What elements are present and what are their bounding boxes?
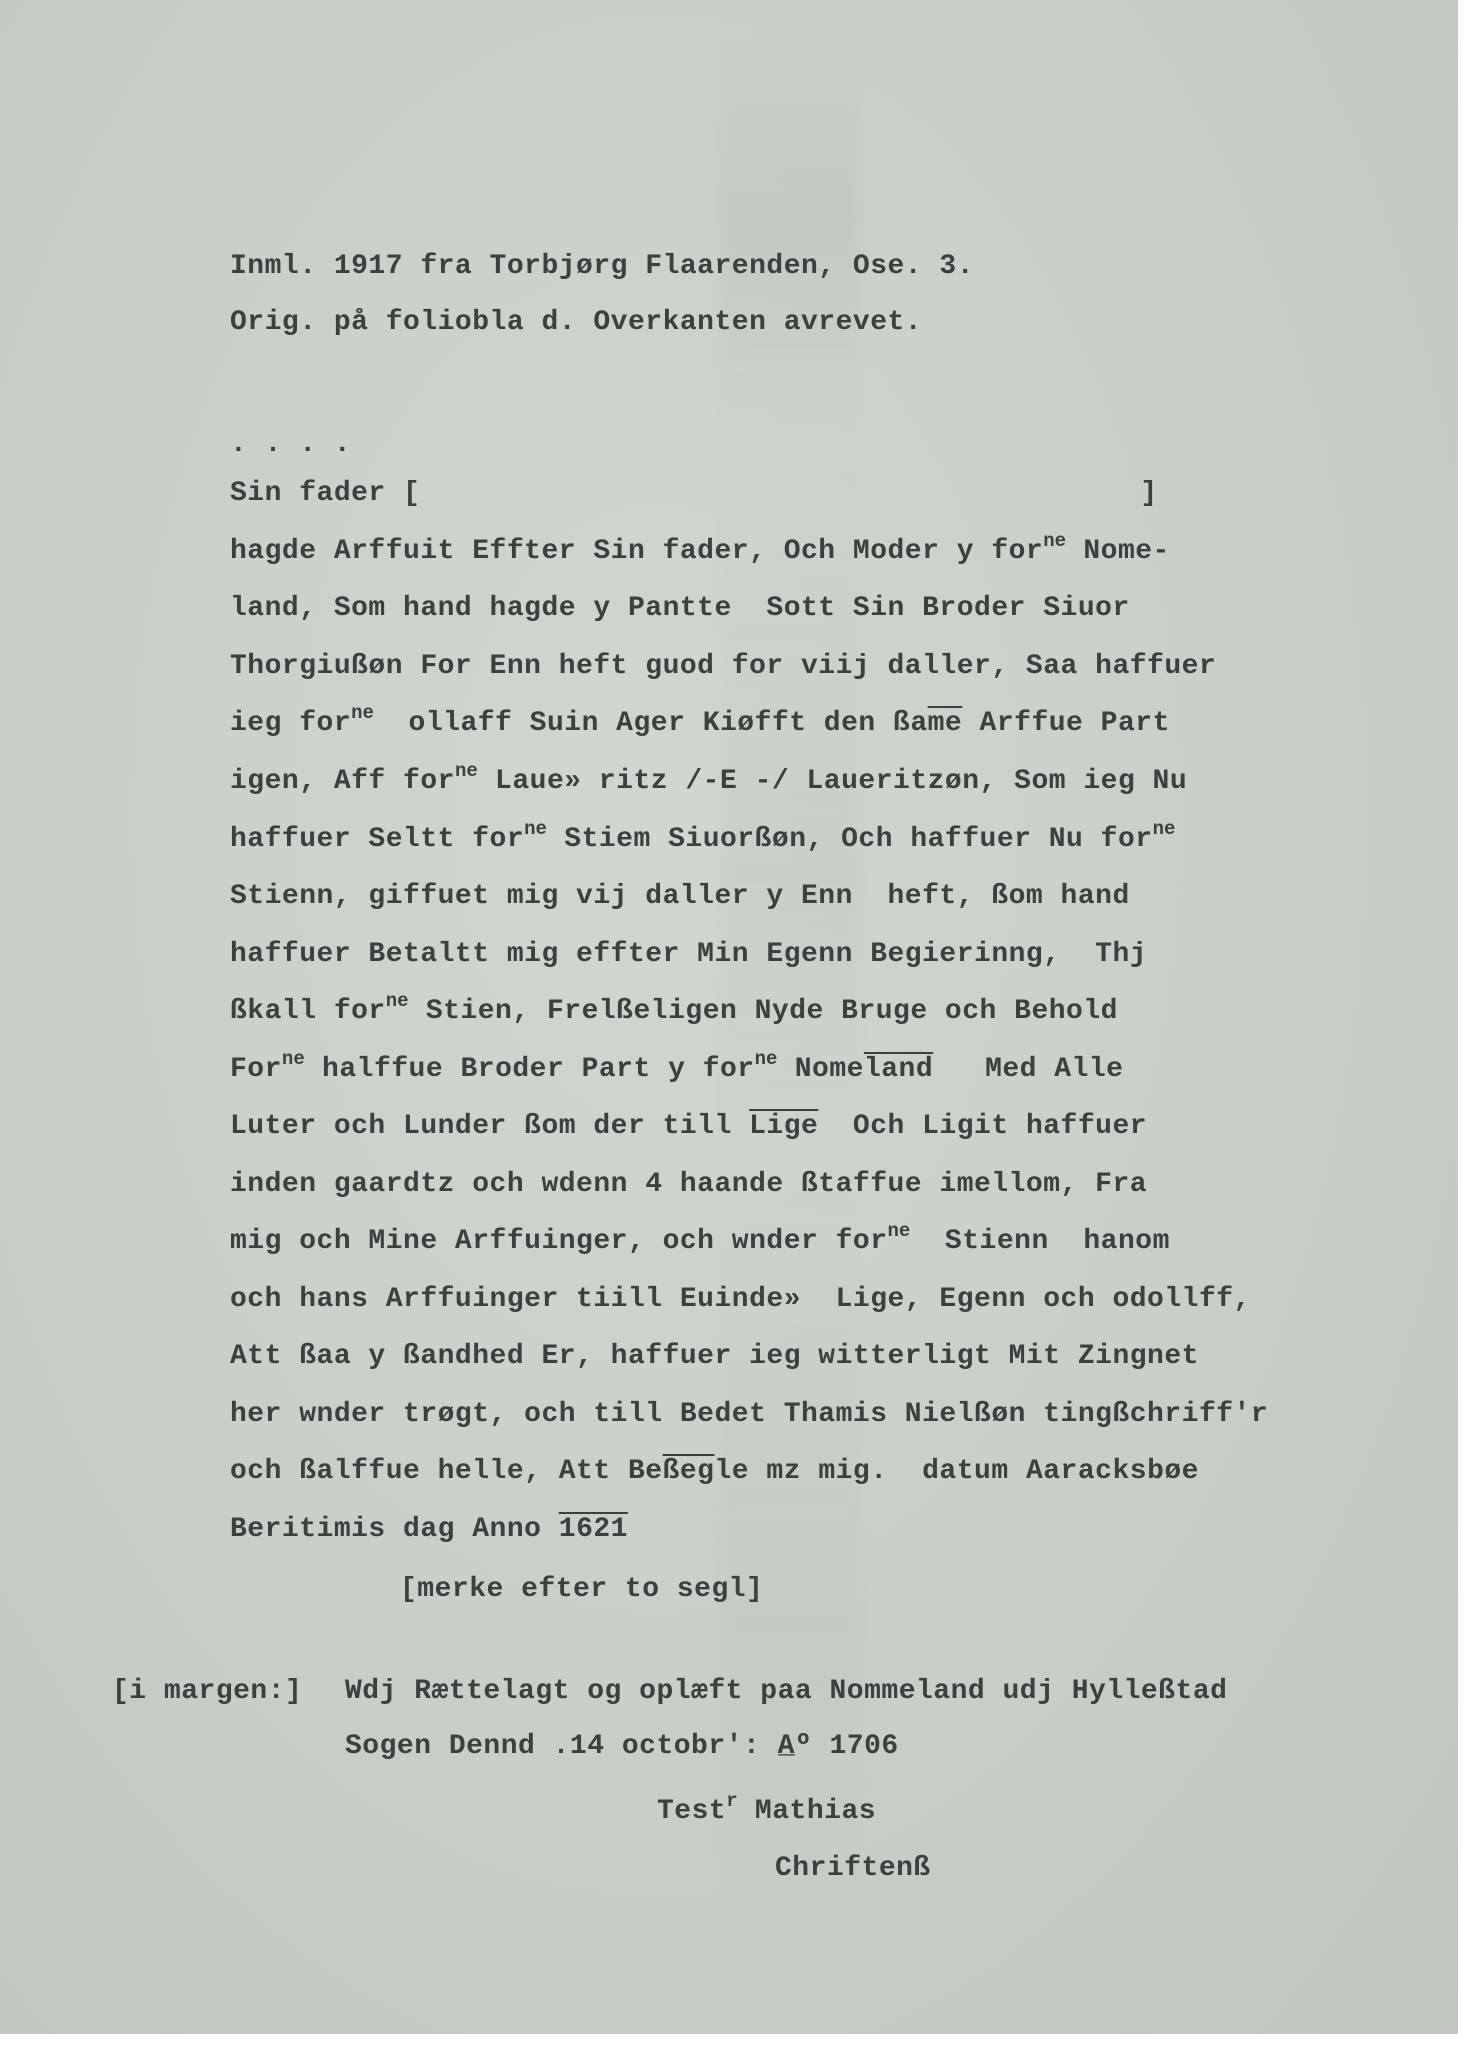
header-line-2: Orig. på foliobla d. Overkanten avrevet.	[230, 307, 923, 338]
line-text: Laue» ritz /-E -/ Laueritzøn, Som ieg Nu	[477, 766, 1188, 797]
transcription-line: Thorgiußøn For Enn heft guod for viij daller, Saa haffuer	[230, 651, 1217, 682]
margin-line-2: Sogen Dennd .14 octobr': A̲º 1706	[345, 1731, 899, 1762]
superscript: ne	[281, 1048, 305, 1070]
line-text: Luter och Lunder ßom der till	[230, 1111, 750, 1142]
transcription-line: Stienn, giffuet mig vij daller y Enn heft, ßom hand	[230, 881, 1130, 912]
line-text: mig och Mine Arffuinger, och wnder for	[230, 1226, 888, 1257]
line-text: och ßalffue helle, Att Be	[230, 1456, 663, 1487]
line-text: For	[230, 1054, 282, 1085]
margin-line-3	[657, 1790, 877, 1830]
line-text: Mathias	[737, 1796, 877, 1827]
line-text: igen, Aff for	[230, 766, 455, 797]
ellipsis-marker: . . . .	[230, 429, 352, 460]
transcription-line: haffuer Betaltt mig effter Min Egenn Begierinng, Thj	[230, 939, 1148, 970]
line-text: haffuer Seltt for	[230, 824, 525, 855]
transcription-line: Att ßaa y ßandhed Er, haffuer ieg witterligt Mit Zingnet	[230, 1341, 1199, 1372]
superscript: ne	[351, 702, 374, 724]
line-text: Test	[657, 1796, 727, 1827]
line-text: Arffue Part	[962, 708, 1170, 739]
transcription-line: och hans Arffuinger tiill Euinde» Lige, Egenn och odollff,	[230, 1284, 1251, 1315]
line-text: Beritimis dag Anno	[230, 1514, 559, 1545]
transcription-line: land, Som hand hagde y Pantte Sott Sin Broder Siuor	[230, 593, 1130, 624]
transcription-line	[230, 530, 1170, 570]
abbreviation-overlined: 1621	[558, 1514, 628, 1545]
abbreviation-overlined: $\overline{me}$	[927, 708, 963, 739]
line-text: Med Alle	[933, 1054, 1124, 1085]
transcription-line	[230, 818, 1176, 858]
transcription-line	[230, 760, 1188, 800]
abbreviation-overlined: $\overline{ßeg}$	[662, 1456, 715, 1487]
superscript: ne	[754, 1048, 778, 1070]
transcription-line	[230, 477, 1158, 511]
line-text: Sin fader [	[230, 478, 421, 509]
line-text: Stiem Siuorßøn, Och haffuer Nu for	[546, 824, 1153, 855]
line-text: hagde Arffuit Effter Sin fader, Och Moder y for	[230, 536, 1044, 567]
line-text: Stien, Frelßeligen Nyde Bruge och Behold	[408, 996, 1118, 1027]
line-text: ieg for	[230, 708, 352, 739]
scan-border-right	[1458, 0, 1473, 2048]
superscript: ne	[1043, 530, 1067, 552]
margin-line-1: Wdj Rættelagt og oplæft paa Nommeland udj Hylleßtad	[345, 1676, 1228, 1707]
transcription-line: her wnder trøgt, och till Bedet Thamis Nielßøn tingßchriff'r	[230, 1399, 1269, 1430]
superscript: ne	[887, 1220, 911, 1242]
line-text: Nome-	[1066, 536, 1170, 567]
line-text: ]	[1140, 478, 1158, 509]
line-text: ßkall for	[230, 996, 386, 1027]
transcription-line	[230, 1110, 1147, 1144]
line-text: Nome	[777, 1054, 864, 1085]
transcription-line	[230, 1513, 628, 1547]
superscript: ne	[524, 818, 547, 840]
transcription-line	[230, 1048, 1124, 1088]
superscript: ne	[454, 760, 478, 782]
seal-note: [merke efter to segl]	[400, 1574, 764, 1605]
transcription-line	[230, 1220, 1170, 1260]
abbreviation-overlined: land	[863, 1054, 934, 1085]
abbreviation-overlined: Lige	[749, 1111, 819, 1142]
scan-border-bottom	[0, 2034, 1473, 2048]
line-text: Och Ligit haffuer	[818, 1111, 1148, 1142]
line-text: le mz mig. datum Aaracksbøe	[714, 1456, 1199, 1487]
line-text: ollaff Suin Ager Kiøfft den ßa	[373, 708, 928, 739]
margin-line-4: Chriftenß	[775, 1853, 931, 1884]
transcription-line: inden gaardtz och wdenn 4 haande ßtaffue imellom, Fra	[230, 1169, 1148, 1200]
transcription-line	[230, 1455, 1199, 1489]
margin-label: [i margen:]	[112, 1676, 303, 1707]
transcription-line	[230, 702, 1170, 742]
transcription-line	[230, 990, 1118, 1030]
header-line-1: Inml. 1917 fra Torbjørg Flaarenden, Ose. 3.	[230, 251, 975, 282]
superscript: r	[726, 1790, 738, 1812]
line-text: Stienn hanom	[910, 1226, 1170, 1257]
line-text: halffue Broder Part y for	[304, 1054, 755, 1085]
superscript: ne	[1152, 818, 1176, 840]
superscript: ne	[385, 990, 409, 1012]
